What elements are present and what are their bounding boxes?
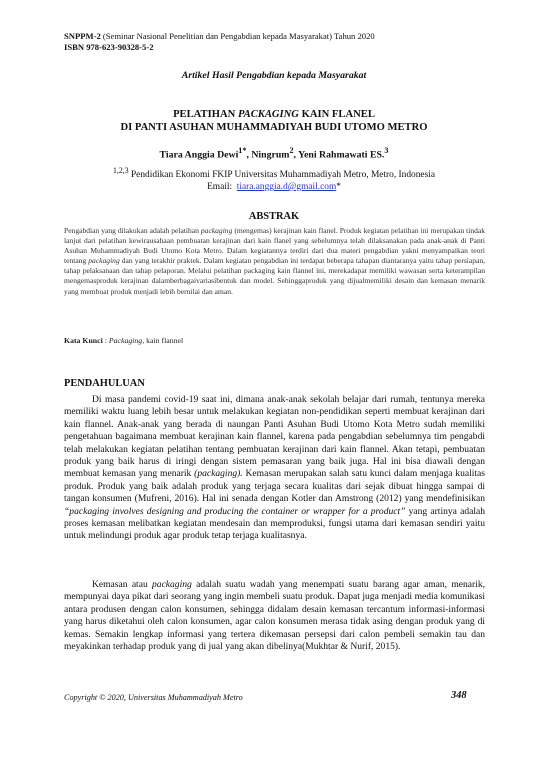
author-2: Ningrum: [251, 149, 290, 161]
paragraph-text: Di masa pandemi covid-19 saat ini, dimana anak-anak sekolah belajar dari rumah, tentunya mereka memiliki waktu luang lebih besar untuk melakukan kegiatan non-pendidikan seperti membuat kerajinan dari kain flannel. Anak-anak yang berada di naungan Panti Asuhan Budi Utomo Kota Metro sudah memiliki pengetahuan bagaimana membuat kerajinan kain flannel, karena pada pengabdian sebelumnya tim pengabdi telah melakukan kegiatan pelatihan tentang pembuatan kerajinan dari kain flannel. Akan tetapi, pembuatan produk yang baik harus di iringi dengan sistem pemasaran yang baik juga. Hal ini bisa diawali dengan membuat kemasan yang menarik: [64, 394, 485, 480]
title-line-2: DI PANTI ASUHAN MUHAMMADIYAH BUDI UTOMO METRO: [120, 122, 428, 133]
keywords-separator: :: [102, 336, 109, 345]
author-separator: ,: [246, 149, 252, 161]
paragraph-1: [64, 394, 485, 543]
affiliation-line: [64, 165, 484, 181]
paragraph-italic: packaging: [152, 579, 192, 590]
keywords: [64, 336, 183, 345]
abstract-text: (mengemas) kerajinan kain flanel. Produk kegiatan pelatihan ini merupakan tindak lanjut dari pelatihan kewirausahaan pembuatan kerajinan dari kain flanel yang sebelumnya telah dilaksanakan pada anak-anak di Panti Asuhan Muhammadiyah Budi Utomo Kota Metro. Dalam kegiatannya terdiri dari dua materi pengabdian yakni menyampaikan teori tentang: [64, 226, 485, 266]
page-number: 348: [451, 690, 467, 701]
title-part: KAIN FLANEL: [298, 109, 375, 120]
affiliation-text: Pendidikan Ekonomi FKIP Universitas Muhammadiyah Metro, Metro, Indonesia: [128, 170, 436, 181]
affiliation-marker: 1,2,3: [112, 166, 129, 175]
email-link[interactable]: tiara.anggia.d@gmail.com: [236, 182, 337, 193]
author-1: Tiara Anggia Dewi: [159, 149, 239, 161]
author-2-affil: 2: [289, 146, 294, 155]
email-label: Email:: [207, 182, 237, 193]
title-part: PELATIHAN: [173, 109, 238, 120]
conference-name: (Seminar Nasional Penelitian dan Pengabdian kepada Masyarakat) Tahun 2020: [100, 31, 375, 41]
abstract-italic: packaging: [88, 256, 120, 266]
keywords-label: Kata Kunci: [64, 336, 103, 345]
email-line: [64, 181, 484, 193]
abstract-italic: packaging: [200, 226, 233, 235]
keyword-1: Packaging: [108, 336, 143, 345]
paragraph-text: yang artinya adalah proses kemasan melibatkan kegiatan mendesain dan memproduksi, fungsi utama dari kemasan sendiri yaitu untuk melindungi produk agar produk tetap terjaga kualitasnya.: [64, 505, 485, 542]
paragraph-italic: (packaging).: [194, 468, 243, 480]
author-3-affil: 3: [384, 146, 389, 155]
author-list: [64, 146, 484, 160]
title-line-1: [64, 108, 484, 121]
paragraph-text: Kemasan merupakan salah satu kunci dalam menjaga kualitas produk. Produk yang baik adalah produk yang terjaga secara kualitas dari sejak dibuat hingga sampai di tangan konsumen (Mufreni, 2016). Hal ini senada dengan Kotler dan Amstrong (2012) yang mendefinisikan: [64, 468, 485, 505]
abstract-text: Pengabdian yang dilakukan adalah pelatihan: [64, 226, 201, 235]
keyword-rest: , kain flannel: [142, 336, 184, 345]
copyright-footer: Copyright © 2020, Universitas Muhammadiyah Metro: [64, 693, 243, 702]
paragraph-text: Kemasan atau: [92, 579, 153, 590]
conference-acronym: SNPPM-2: [64, 31, 101, 41]
abstract-body: [64, 226, 485, 297]
running-header: [64, 31, 375, 53]
author-1-affil: 1*: [238, 146, 247, 155]
title-italic-part: PACKAGING: [237, 109, 299, 120]
abstract-text: dan yang terakhir praktek. Dalam kegiatan pengabdian ini terdapat beberapa tahapan diantaranya yaitu tahap persiapan, tahap pelaksanaan dan tahap pelaporan. Melalui pelatihan packaging kain flannel ini, merekadapat memiliki wawasan serta keterampilan mengemasproduk kerajinan dalamberbagaivariasibentuk dan model. Sehinggaproduk yang dijualmemiliki desain dan kemasan menarik yang membuat produk menjadi lebih bernilai dan aman.: [64, 256, 486, 296]
affiliation: [64, 165, 484, 193]
conference-line: [64, 31, 375, 42]
author-3: Yeni Rahmawati ES.: [298, 149, 385, 161]
isbn: ISBN 978-623-90328-5-2: [64, 42, 154, 52]
author-separator: ,: [293, 149, 299, 161]
corresponding-mark: *: [336, 182, 341, 193]
paper-title: [64, 108, 484, 134]
paragraph-text: adalah suatu wadah yang menempati suatu barang agar aman, menarik, mempunyai daya pikat dari seorang yang ingin membeli suatu produk. Dapat juga menjadi media komunikasi antara produsen dengan calon konsumen, sehingga didalam desain kemasan tercantum informasi-informasi yang harus diketahui oleh calon konsumen, agar calon konsumen merasa tidak asing dengan produk yang di kemas. Semakin lengkap informasi yang tertera dikemasan persepsi dari calon pembeli semakin tau dan meyakinkan terhadap produk yang di jual yang akan dibelinya(Mukhtar & Nurif, 2015).: [64, 579, 485, 653]
article-type: Artikel Hasil Pengabdian kepada Masyarakat: [181, 70, 367, 81]
abstract-heading: ABSTRAK: [248, 211, 300, 222]
paragraph-2: [64, 579, 485, 653]
section-heading: PENDAHULUAN: [64, 378, 145, 389]
paragraph-quote: “packaging involves designing and producing the container or wrapper for a product”: [64, 505, 406, 517]
